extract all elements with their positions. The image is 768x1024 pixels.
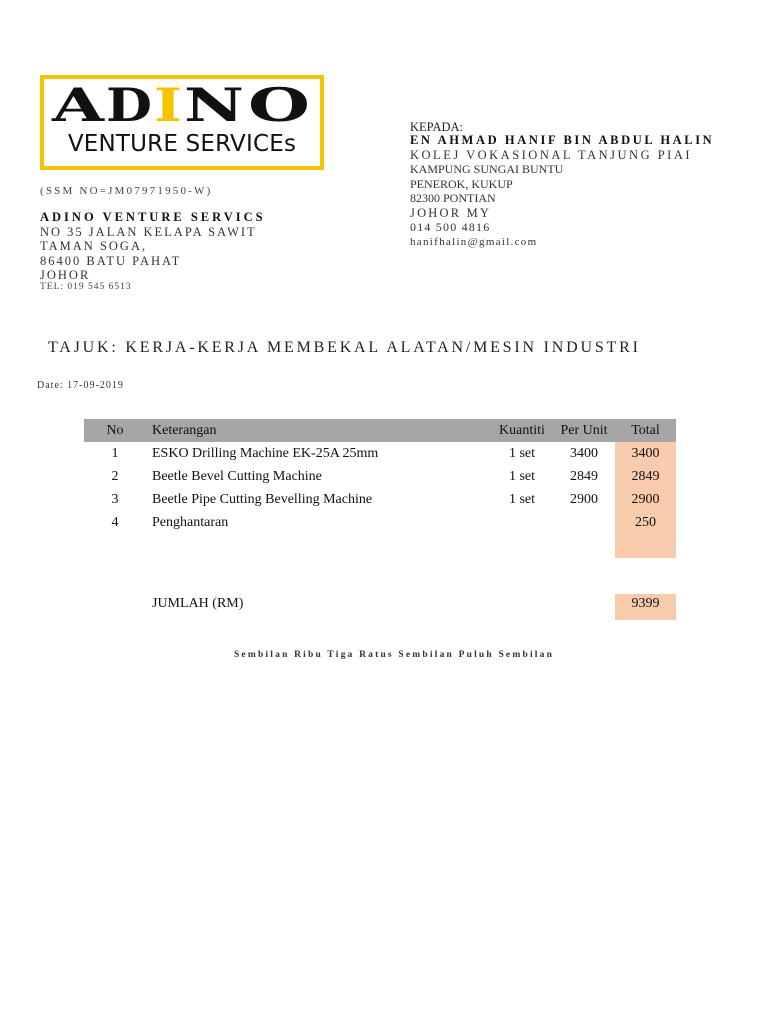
- header-per-unit: Per Unit: [560, 423, 608, 438]
- row-total: 2849: [631, 469, 660, 484]
- recipient-label: KEPADA:: [410, 120, 464, 134]
- company-name: ADINO VENTURE SERVICS: [40, 210, 266, 224]
- company-tel: TEL: 019 545 6513: [40, 282, 132, 292]
- row-quantity: 1 set: [508, 446, 536, 461]
- logo-letter-i: I: [154, 83, 182, 129]
- company-address-line-3: 86400 BATU PAHAT: [40, 254, 182, 268]
- row-total: 3400: [631, 446, 660, 461]
- document-date: Date: 17-09-2019: [37, 380, 124, 391]
- logo-letter-n: N: [184, 83, 244, 129]
- row-quantity: 1 set: [508, 492, 536, 507]
- recipient-email[interactable]: hanifhalin@gmail.com: [410, 236, 538, 248]
- table-row: [84, 465, 676, 488]
- table-row: [84, 511, 676, 534]
- sum-label: JUMLAH (RM): [152, 596, 244, 611]
- row-no: 2: [111, 469, 119, 484]
- recipient-line-1: KOLEJ VOKASIONAL TANJUNG PIAI: [410, 148, 693, 162]
- header-no: No: [106, 423, 124, 438]
- row-total: 250: [635, 515, 656, 530]
- sum-value: 9399: [631, 596, 660, 611]
- header-total: Total: [631, 423, 660, 438]
- company-logo: [40, 75, 324, 170]
- recipient-line-2: KAMPUNG SUNGAI BUNTU: [410, 162, 564, 176]
- recipient-phone: 014 500 4816: [410, 220, 491, 234]
- company-address-line-2: TAMAN SOGA,: [40, 239, 148, 253]
- amount-in-words: Sembilan Ribu Tiga Ratus Sembilan Puluh Sembilan: [233, 650, 555, 660]
- table-row: [84, 488, 676, 511]
- recipient-name: EN AHMAD HANIF BIN ABDUL HALIN: [410, 133, 715, 147]
- logo-letter-d: D: [106, 83, 152, 129]
- recipient-line-4: 82300 PONTIAN: [410, 191, 496, 205]
- ssm-number: (SSM NO=JM07971950-W): [40, 185, 213, 197]
- logo-letter-o: O: [248, 83, 310, 129]
- header-quantity: Kuantiti: [499, 423, 545, 438]
- row-total: 2900: [631, 492, 660, 507]
- row-per-unit: 2849: [570, 469, 598, 484]
- table-row: [84, 442, 676, 465]
- row-description: Beetle Bevel Cutting Machine: [152, 469, 322, 484]
- recipient-line-3: PENEROK, KUKUP: [410, 177, 513, 191]
- company-address-line-1: NO 35 JALAN KELAPA SAWIT: [40, 225, 257, 239]
- document-title: TAJUK: KERJA-KERJA MEMBEKAL ALATAN/MESIN INDUSTRI: [48, 339, 641, 356]
- row-description: Beetle Pipe Cutting Bevelling Machine: [152, 492, 373, 507]
- row-no: 4: [111, 515, 119, 530]
- row-quantity: 1 set: [508, 469, 536, 484]
- recipient-line-5: JOHOR MY: [410, 206, 492, 220]
- logo-wordmark: [50, 83, 314, 129]
- row-description: Penghantaran: [152, 515, 229, 530]
- logo-subtitle: VENTURE SERVICEs: [67, 131, 297, 157]
- row-per-unit: 2900: [570, 492, 598, 507]
- logo-letter-a: A: [50, 83, 106, 129]
- row-no: 3: [111, 492, 119, 507]
- header-description: Keterangan: [152, 423, 217, 438]
- items-table: [84, 419, 676, 534]
- row-no: 1: [111, 446, 119, 461]
- row-per-unit: 3400: [570, 446, 598, 461]
- company-address-line-4: JOHOR: [40, 268, 91, 282]
- row-description: ESKO Drilling Machine EK-25A 25mm: [152, 446, 379, 461]
- table-header: [84, 419, 676, 442]
